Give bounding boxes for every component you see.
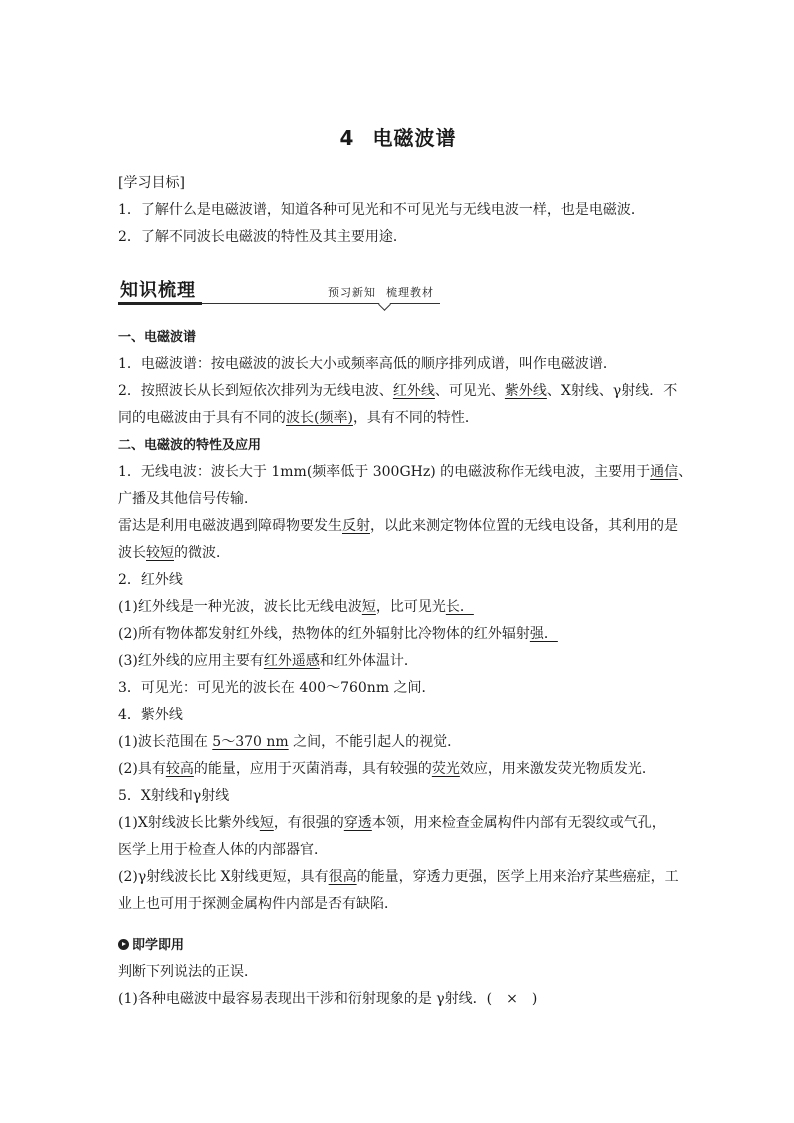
text-run: (1)红外线是一种光波，波长比无线电波	[118, 599, 362, 615]
xray-line1	[118, 810, 678, 837]
text-run: 的能量，穿透力更强，医学上用来治疗某些癌症，工	[356, 869, 679, 885]
text-run: (2)具有	[118, 761, 166, 777]
text-run: 2．按照波长从长到短依次排列为无线电波、	[118, 383, 393, 399]
radar-line1	[118, 513, 678, 540]
xray-line2: 医学上用于检查人体的内部器官．	[118, 842, 328, 858]
section-rule-thin	[202, 303, 440, 304]
radio-line2: 广播及其他信号传输．	[118, 491, 258, 507]
objective-item: 1．了解什么是电磁波谱，知道各种可见光和不可见光与无线电波一样，也是电磁波．	[118, 202, 645, 218]
answer-blank: 荧光	[431, 761, 460, 777]
text-run: 波长	[118, 545, 146, 561]
answer-blank: 强．	[529, 626, 558, 642]
answer-blank: 长．	[445, 599, 474, 615]
answer-blank: 反射	[342, 518, 370, 534]
section-tag-left: 预习新知	[328, 286, 376, 299]
text-run: (1)X射线波长比紫外线	[118, 815, 260, 831]
answer-blank: 通信	[650, 464, 679, 480]
text-run: 1．无线电波：波长大于 1mm(频率低于 300GHz) 的电磁波称作无线电波，主要用于	[118, 464, 651, 480]
practice-question: (1)各种电磁波中最容易表现出干涉和衍射现象的是 γ射线．( × )	[118, 991, 538, 1007]
answer-blank: 很高	[328, 869, 357, 885]
text-run: 同的电磁波由于具有不同的	[118, 410, 286, 426]
part1-p1: 1．电磁波谱：按电磁波的波长大小或频率高低的顺序排列成谱，叫作电磁波谱．	[118, 356, 617, 372]
uv-heading: 4．紫外线	[118, 707, 183, 723]
text-run: 的能量，应用于灭菌消毒，具有较强的	[193, 761, 432, 777]
part1-p2-line2	[118, 405, 678, 432]
section-title: 知识梳理	[120, 280, 196, 301]
part1-p2-line1	[118, 378, 678, 405]
infrared-line1	[118, 594, 678, 621]
radar-line2	[118, 540, 678, 567]
answer-blank: 较高	[165, 761, 194, 777]
section-tag-right: 梳理教材	[386, 286, 434, 299]
answer-blank: 5～370 nm	[212, 734, 289, 750]
part1-heading: 一、电磁波谱	[118, 330, 197, 345]
text-run: (2)γ射线波长比 X射线更短，具有	[118, 869, 329, 885]
answer-blank: 短	[361, 599, 376, 615]
answer-blank: 红外线	[392, 383, 435, 399]
part2-heading: 二、电磁波的特性及应用	[118, 438, 262, 453]
objective-item: 2．了解不同波长电磁波的特性及其主要用途．	[118, 229, 407, 245]
text-run: 效应，用来激发荧光物质发光．	[459, 761, 656, 777]
main-content	[118, 324, 693, 918]
infrared-heading: 2．红外线	[118, 572, 183, 588]
practice-heading-text: 即学即用	[132, 938, 185, 953]
answer-blank: 穿透	[343, 815, 372, 831]
uv-line2	[118, 756, 678, 783]
answer-blank: 短	[259, 815, 274, 831]
infrared-line2	[118, 621, 678, 648]
text-run: (1)波长范围在	[118, 734, 213, 750]
section-tag	[328, 284, 434, 300]
text-run: ，有很强的	[273, 815, 344, 831]
infrared-line3	[118, 648, 678, 675]
text-run: (3)红外线的应用主要有	[118, 653, 264, 669]
page-title	[118, 122, 678, 151]
objectives-label: [学习目标]	[118, 175, 185, 191]
gamma-line2: 业上也可用于探测金属构件内部是否有缺陷．	[118, 896, 398, 912]
text-run: 的微波．	[174, 545, 230, 561]
answer-blank: 较短	[146, 545, 174, 561]
uv-line1	[118, 729, 678, 756]
radio-line1	[118, 459, 693, 486]
title-text: 电磁波谱	[372, 126, 457, 150]
practice-heading	[118, 932, 678, 959]
practice-intro: 判断下列说法的正误．	[118, 964, 258, 980]
practice-section	[118, 932, 678, 1013]
text-run: 雷达是利用电磁波遇到障碍物要发生	[118, 518, 342, 534]
visible-light-line: 3．可见光：可见光的波长在 400～760nm 之间．	[118, 680, 436, 696]
text-run: ，比可见光	[375, 599, 446, 615]
text-run: 本领，用来检查金属构件内部有无裂纹或气孔，	[371, 815, 666, 831]
text-run: (2)所有物体都发射红外线，热物体的红外辐射比冷物体的红外辐射	[118, 626, 530, 642]
xray-heading: 5．X射线和γ射线	[118, 788, 230, 804]
section-rule-thick	[118, 302, 202, 305]
text-run: 、	[678, 464, 693, 480]
answer-blank: 红外遥感	[263, 653, 320, 669]
text-run: 之间，不能引起人的视觉．	[288, 734, 462, 750]
text-run: ，具有不同的特性．	[352, 410, 479, 426]
answer-blank: 紫外线	[504, 383, 547, 399]
text-run: 、X射线、γ射线．不	[546, 383, 678, 399]
title-number: 4	[339, 126, 355, 150]
text-run: 和红外体温计．	[319, 653, 418, 669]
learning-objectives	[118, 170, 678, 251]
section-header	[118, 276, 440, 306]
text-run: 、可见光、	[434, 383, 505, 399]
gamma-line1	[118, 864, 678, 891]
answer-blank: 波长(频率)	[286, 410, 353, 426]
play-circle-icon	[118, 939, 129, 950]
text-run: ，以此来测定物体位置的无线电设备，其利用的是	[370, 518, 678, 534]
rule-notch-icon	[378, 298, 391, 311]
